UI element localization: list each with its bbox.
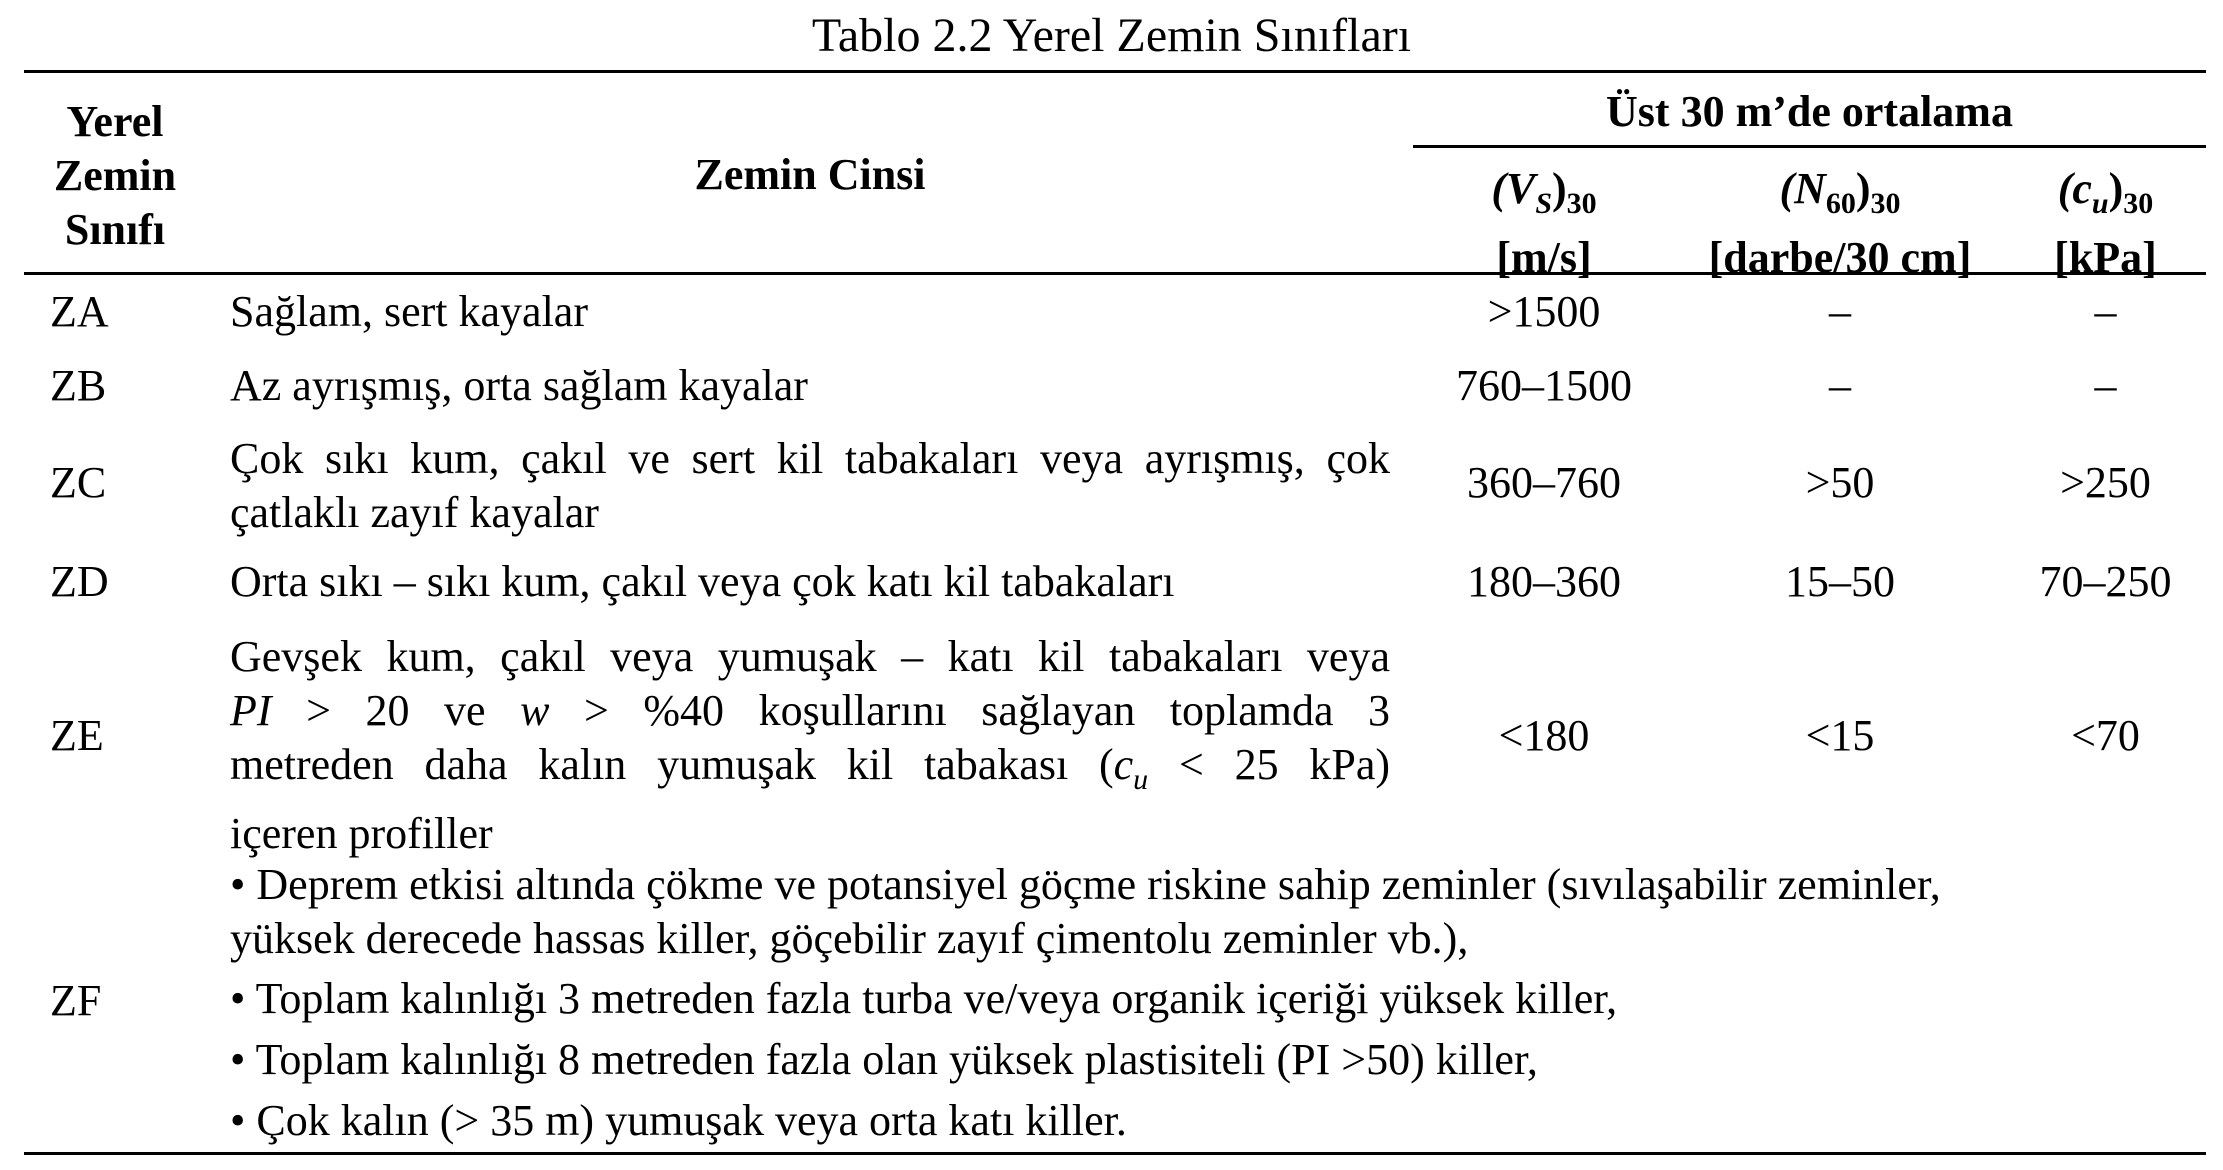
- header-soil-class-line: Zemin: [53, 151, 177, 200]
- header-group-average: Üst 30 m’de ortalama: [1606, 87, 2013, 136]
- cu-symbol: (c: [2057, 164, 2092, 213]
- row-description: Az ayrışmış, orta sağlam kayalar: [230, 361, 808, 410]
- description-line: Çok sıkı kum, çakıl ve sert kil tabakaları veya ayrışmış, çok: [230, 434, 1390, 483]
- description-line-math: [230, 684, 1390, 738]
- header-vs-symbol: [1413, 162, 1675, 231]
- row-n60: <15: [1805, 711, 1875, 760]
- line-post: kPa): [1309, 740, 1391, 789]
- row-vs: >1500: [1487, 287, 1601, 336]
- header-cu-unit: [kPa]: [2054, 233, 2157, 282]
- bullet-dot: •: [230, 1035, 246, 1084]
- gt-symbol: >: [583, 686, 609, 735]
- line-pre: metreden daha kalın yumuşak kil tabakası (: [230, 740, 1114, 789]
- row-vs: 360–760: [1467, 458, 1621, 507]
- header-subrule: [1413, 145, 2206, 148]
- n60-close: ): [1855, 164, 1871, 213]
- bullet-item: [230, 972, 1617, 1026]
- cu-subscript: u: [2091, 187, 2109, 220]
- row-description: [230, 630, 1390, 861]
- word-ve: ve: [444, 686, 486, 735]
- header-cu-symbol: [2005, 162, 2206, 231]
- n60-subscript: 60: [1825, 187, 1856, 220]
- w-symbol: w: [520, 686, 550, 735]
- gt-symbol: >: [306, 686, 331, 735]
- row-class: ZD: [50, 557, 109, 606]
- header-cu: [2005, 162, 2206, 285]
- bullet-dot: •: [230, 974, 246, 1023]
- bottom-rule: [24, 1152, 2206, 1155]
- row-vs: 180–360: [1467, 557, 1621, 606]
- row-class: ZA: [50, 287, 109, 336]
- value-40pct: %40: [643, 686, 725, 735]
- description-line-math: [230, 738, 1390, 807]
- row-cu: >250: [2060, 458, 2151, 507]
- row-n60: –: [1829, 287, 1851, 336]
- top-rule: [24, 70, 2206, 73]
- vs-symbol: (V: [1491, 164, 1536, 213]
- cu-symbol: c: [1113, 740, 1134, 789]
- row-cu: <70: [2071, 711, 2140, 760]
- n60-symbol: (N: [1779, 164, 1826, 213]
- bullet-text: Toplam kalınlığı 3 metreden fazla turba ve/veya organik içeriği yüksek killer,: [255, 974, 1618, 1023]
- header-soil-type: Zemin Cinsi: [694, 150, 926, 199]
- value-25: 25: [1234, 740, 1279, 789]
- bullet-item: [230, 1094, 1127, 1148]
- cu-subscript: u: [1133, 763, 1149, 796]
- description-line: içeren profiller: [230, 809, 493, 858]
- bullet-text: Toplam kalınlığı 8 metreden fazla olan yüksek plastisiteli (PI >50) killer,: [255, 1035, 1538, 1084]
- header-n60-unit: [darbe/30 cm]: [1708, 233, 1972, 282]
- vs-close: ): [1552, 164, 1567, 213]
- row-class: ZF: [50, 976, 102, 1025]
- row-class: ZC: [50, 458, 107, 507]
- bullet-item: [230, 858, 1941, 966]
- bullet-line: [230, 858, 1941, 912]
- header-soil-class-line: Yerel: [66, 97, 164, 146]
- table-title: Tablo 2.2 Yerel Zemin Sınıfları: [811, 9, 1412, 62]
- description-line: Gevşek kum, çakıl veya yumuşak – katı kil tabakaları veya: [230, 632, 1390, 681]
- row-description: Orta sıkı – sıkı kum, çakıl veya çok katı kil tabakaları: [230, 557, 1175, 606]
- row-description: [230, 432, 1390, 540]
- header-soil-class: [30, 95, 200, 257]
- row-cu: –: [2094, 361, 2117, 410]
- header-vs: [1413, 162, 1675, 285]
- header-vs-unit: [m/s]: [1496, 233, 1592, 282]
- row-cu: –: [2094, 287, 2117, 336]
- row-class: ZE: [50, 711, 104, 760]
- header-n60-symbol: [1680, 162, 2000, 231]
- line-rest: koşullarını sağlayan toplamda 3: [758, 686, 1391, 735]
- bullet-item: [230, 1033, 1538, 1087]
- cu-close: ): [2108, 164, 2124, 213]
- pi-symbol: PI: [230, 686, 272, 735]
- lt-symbol: <: [1178, 740, 1204, 789]
- row-cu: 70–250: [2039, 557, 2172, 606]
- description-line: çatlaklı zayıf kayalar: [230, 488, 599, 537]
- value-20: 20: [365, 686, 410, 735]
- vs-depth: 30: [1566, 187, 1597, 220]
- header-soil-class-line: Sınıfı: [64, 205, 166, 254]
- cu-depth: 30: [2123, 187, 2154, 220]
- row-description: Sağlam, sert kayalar: [230, 287, 588, 336]
- row-class: ZB: [50, 361, 107, 410]
- row-vs: 760–1500: [1456, 361, 1632, 410]
- bullet-dot: •: [230, 860, 246, 909]
- row-n60: 15–50: [1785, 557, 1895, 606]
- vs-subscript: S: [1535, 187, 1553, 220]
- bullet-line: yüksek derecede hassas killer, göçebilir zayıf çimentolu zeminler vb.),: [230, 914, 1469, 963]
- header-n60: [1680, 162, 2000, 285]
- row-vs: <180: [1498, 711, 1590, 760]
- n60-depth: 30: [1870, 187, 1901, 220]
- bullet-dot: •: [230, 1096, 246, 1145]
- row-n60: >50: [1805, 458, 1875, 507]
- bullet-text: Deprem etkisi altında çökme ve potansiyel göçme riskine sahip zeminler (sıvılaşabilir zeminler,: [256, 860, 1941, 909]
- bullet-text: Çok kalın (> 35 m) yumuşak veya orta katı killer.: [256, 1096, 1127, 1145]
- row-n60: –: [1829, 361, 1851, 410]
